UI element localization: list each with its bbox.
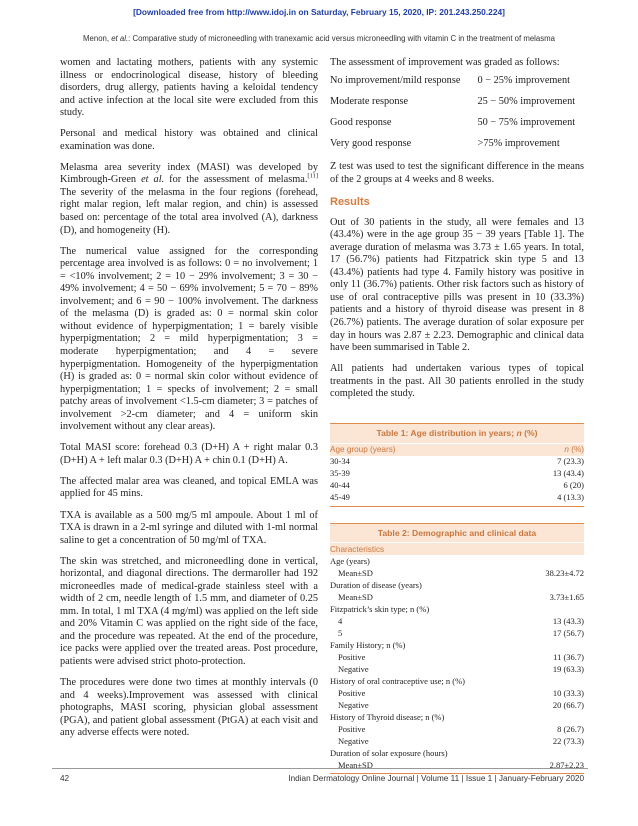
table2-value-cell: 3.73±1.65 [549,591,584,602]
table2-row [330,627,584,639]
table2-label-cell: Mean±SD [338,591,373,602]
table1-header-row [330,443,584,456]
table2-caption: Table 2: Demographic and clinical data [330,523,584,543]
table2-header-characteristics: Characteristics [330,543,584,556]
table2-value-cell [527,555,584,567]
table2-value-cell: 2.87±2.23 [549,759,584,770]
running-head [0,34,638,43]
table2-label-cell: History of Thyroid disease; n (%) [330,711,445,722]
table1-value-cell: 7 (23.3) [557,456,584,467]
table2-label-cell: Positive [338,723,366,734]
grading-row [330,134,584,155]
table1-value-cell: 13 (43.4) [552,468,584,479]
table2-demographic-data [330,542,584,771]
table2-value-cell: 38.23±4.72 [545,567,584,578]
grading-label: Good response [330,117,392,129]
results-heading: Results [330,196,370,209]
table2-value-cell: 17 (56.7) [552,627,584,638]
footer-journal-info: Indian Dermatology Online Journal | Volume 11 | Issue 1 | January-February 2020 [288,774,584,783]
table2-label-cell: Positive [338,687,366,698]
table2-value-cell [527,579,584,591]
table2-row [330,651,584,663]
table1-caption: Table 1: Age distribution in years; n (%) [330,423,584,443]
table1-group-cell: 35-39 [330,468,350,479]
table2-row [330,639,584,651]
paragraph-txa: TXA is available as a 500 mg/5 ml ampoule. About 1 ml of TXA is drawn in a 2-ml syringe and diluted with 1-ml normal saline to get a concentration of 50 mg/ml of TXA. [60,509,318,546]
paragraph-masi-formula: Total MASI score: forehead 0.3 (D+H) A + right malar 0.3 (D+H) A + left malar 0.3 (D+H) A + chin 0.1 (D+H) A. [60,442,318,466]
grading-label: Very good response [330,138,412,150]
table1-row [330,480,584,492]
table2-label-cell: Mean±SD [338,759,373,770]
grading-label: Moderate response [330,96,409,108]
table2-label-cell: Mean±SD [338,567,373,578]
grading-label: No improvement/mild response [330,75,461,87]
table2-row [330,723,584,735]
table2-value-cell [527,711,584,723]
table2-label-cell: Negative [338,735,369,746]
table1-header-n: n (%) [502,443,584,456]
table1-group-cell: 45-49 [330,492,350,503]
table2-label-cell: Age (years) [330,555,370,566]
table2-value-cell: 22 (73.3) [552,735,584,746]
table1-row [330,492,584,504]
table2-value-cell: 8 (26.7) [557,723,584,734]
table2-row [330,687,584,699]
download-banner: [Downloaded free from http://www.idoj.in on Saturday, February 15, 2020, IP: 201.243.250.224] [133,7,505,17]
left-column [60,57,318,748]
paragraph-masi-intro: Melasma area severity index (MASI) was developed by Kimbrough-Green et al. for the assessment of melasma.[11] The severity of the melasma in the four regions (forehead, right malar region, left malar region, and chin) is assessed based on: percentage of the total area involved (A), darkness (D), and homogeneity (H). [60,161,318,236]
table2-row [330,567,584,579]
table2-label-cell: Positive [338,651,366,662]
table2-row [330,555,584,567]
table2-label-cell: Duration of solar exposure (hours) [330,747,448,758]
table2-row [330,675,584,687]
table2-row [330,579,584,591]
paragraph-microneedling: The skin was stretched, and microneedling done in vertical, horizontal, and diagonal directions. The dermaroller had 192 microneedles made of medical-grade stainless steel with a width of 2 cm, needle length of 1.5 mm, and diameter of 0.25 mm. In total, 1 ml TXA (4 mg/ml) was applied on the left side and 20% Vitamin C was applied on the right side of the face, and the procedure was repeated. At the end of the procedure, ice packs were applied over the treated areas. Post procedure, patients were advised strict photo-protection. [60,555,318,668]
grading-row [330,57,584,71]
table2-value-cell: 13 (43.3) [552,615,584,626]
table2-value-cell: 11 (36.7) [553,651,584,662]
grading-row [330,71,584,92]
table2-row [330,711,584,723]
table1-value-cell: 4 (13.3) [557,492,584,503]
paragraph-masi-grading: The numerical value assigned for the corresponding percentage area involved is as follows: 0 = no involvement; 1 = <10% involvement; 2 = 10 − 29% involvement; 3 = 30 − 49% involvement; 4 = 50 − 69% involvement; 5 = 70 − 89% involvement; and 6 = 90 − 100% involvement. The darkness of the melasma (D) is graded as: 0 = normal skin color without evidence of hyperpigmentation; 1 = barely visible hyperpigmentation; 2 = mild hyperpigmentation; 3 = moderate hyperpigmentation; and 4 = severe hyperpigmentation. Homogeneity of the hyperpigmentation (H) is graded as: 0 = normal skin color without evidence of hyperpigmentation; 1 = specks of involvement; 2 = small patchy areas of involvement <1.5-cm diameter; 3 = patches of involvement >2-cm diameter; and 4 = uniform skin involvement without any clear areas). [60,245,318,433]
table1-header-group: Age group (years) [330,443,502,456]
table2-label-cell: Negative [338,699,369,710]
table2-row [330,747,584,759]
paragraph-emla: The affected malar area was cleaned, and topical EMLA was applied for 45 mins. [60,475,318,500]
table2-label-cell: 5 [338,627,343,638]
grading-value: 0 − 25% improvement [477,75,570,87]
paragraph-z-test: Z test was used to test the significant difference in the means of the 2 groups at 4 weeks and 8 weeks. [330,161,584,185]
table2-row [330,699,584,711]
table2-label-cell: 4 [338,615,343,626]
table2-label-cell: Fitzpatrick’s skin type; n (%) [330,603,430,614]
grading-row [330,113,584,134]
table1-row [330,468,584,480]
grading-value: 25 − 50% improvement [477,96,576,108]
running-head-etal: et al. [111,34,129,43]
grading-value: 50 − 75% improvement [477,117,576,129]
table2-value-cell: 19 (63.3) [552,663,584,674]
footer-page-number: 42 [60,774,70,783]
table2-value-cell [527,675,584,687]
table2-label-cell: Duration of disease (years) [330,579,422,590]
table2-row [330,735,584,747]
paragraph-assessment: The procedures were done two times at monthly intervals (0 and 4 weeks).Improvement was assessed with clinical photographs, MASI scoring, physician global assessment (PGA), and patient global assessment (PtGA) at each visit and any adverse effects were noted. [60,677,318,739]
table2-header-row [330,543,584,556]
table2-row [330,591,584,603]
table2-row [330,615,584,627]
paragraph-history: Personal and medical history was obtained and clinical examination was done. [60,128,318,152]
running-head-authors: Menon, [83,34,112,43]
right-column [330,57,584,774]
grading-intro: The assessment of improvement was graded as follows: [330,57,560,68]
table2-value-cell: 10 (33.3) [552,687,584,698]
table1-value-cell: 6 (20) [563,480,584,491]
paragraph-results-1: Out of 30 patients in the study, all were females and 13 (43.4%) were in the age group 35 − 39 years [Table 1]. The average duration of melasma was 3.73 ± 1.65 years. In total, 17 (56.7%) patients had Fitzpatrick skin type 5 and 13 (43.4%) patients had type 4. Family history was positive in only 11 (36.7%) patients. Other risk factors such as history of use of oral contraceptive pills was present in 10 (33.3%) patients and a history of thyroid disease was present in 8 (26.7%) patients. The average duration of solar exposure per day in hours was 2.87 ± 2.23. Demographic and clinical data have been summarised in Table 2. [330,216,584,354]
table1-group-cell: 30-34 [330,456,350,467]
table2-value-cell [527,603,584,615]
table2-value-cell: 20 (66.7) [552,699,584,710]
table1-group-cell: 40-44 [330,480,350,491]
paragraph-exclusion: women and lactating mothers, patients with any systemic illness or endocrinological disease, history of bleeding disorders, drug allergy, patients having a keloidal tendency and active infection at the local site were excluded from this study. [60,57,318,119]
table2-label-cell: Family History; n (%) [330,639,406,650]
table2-row [330,663,584,675]
improvement-grading-table [330,57,584,155]
footer-rule [52,768,588,769]
table1-age-distribution [330,443,584,504]
paragraph-results-2: All patients had undertaken various types of topical treatments in the past. All 30 patients enrolled in the study completed the study. [330,363,584,400]
table2-value-cell [527,747,584,759]
table1-row [330,456,584,468]
grading-value: >75% improvement [477,138,560,150]
reference-marker: [11] [307,172,318,180]
table2-label-cell: History of oral contraceptive use; n (%) [330,675,466,686]
table2-label-cell: Negative [338,663,369,674]
table2-value-cell [527,639,584,651]
running-head-title: : Comparative study of microneedling with tranexamic acid versus microneedling with vitamin C in the treatment of melasma [128,34,555,43]
table2-row [330,759,584,771]
grading-row [330,92,584,113]
table2-row [330,603,584,615]
